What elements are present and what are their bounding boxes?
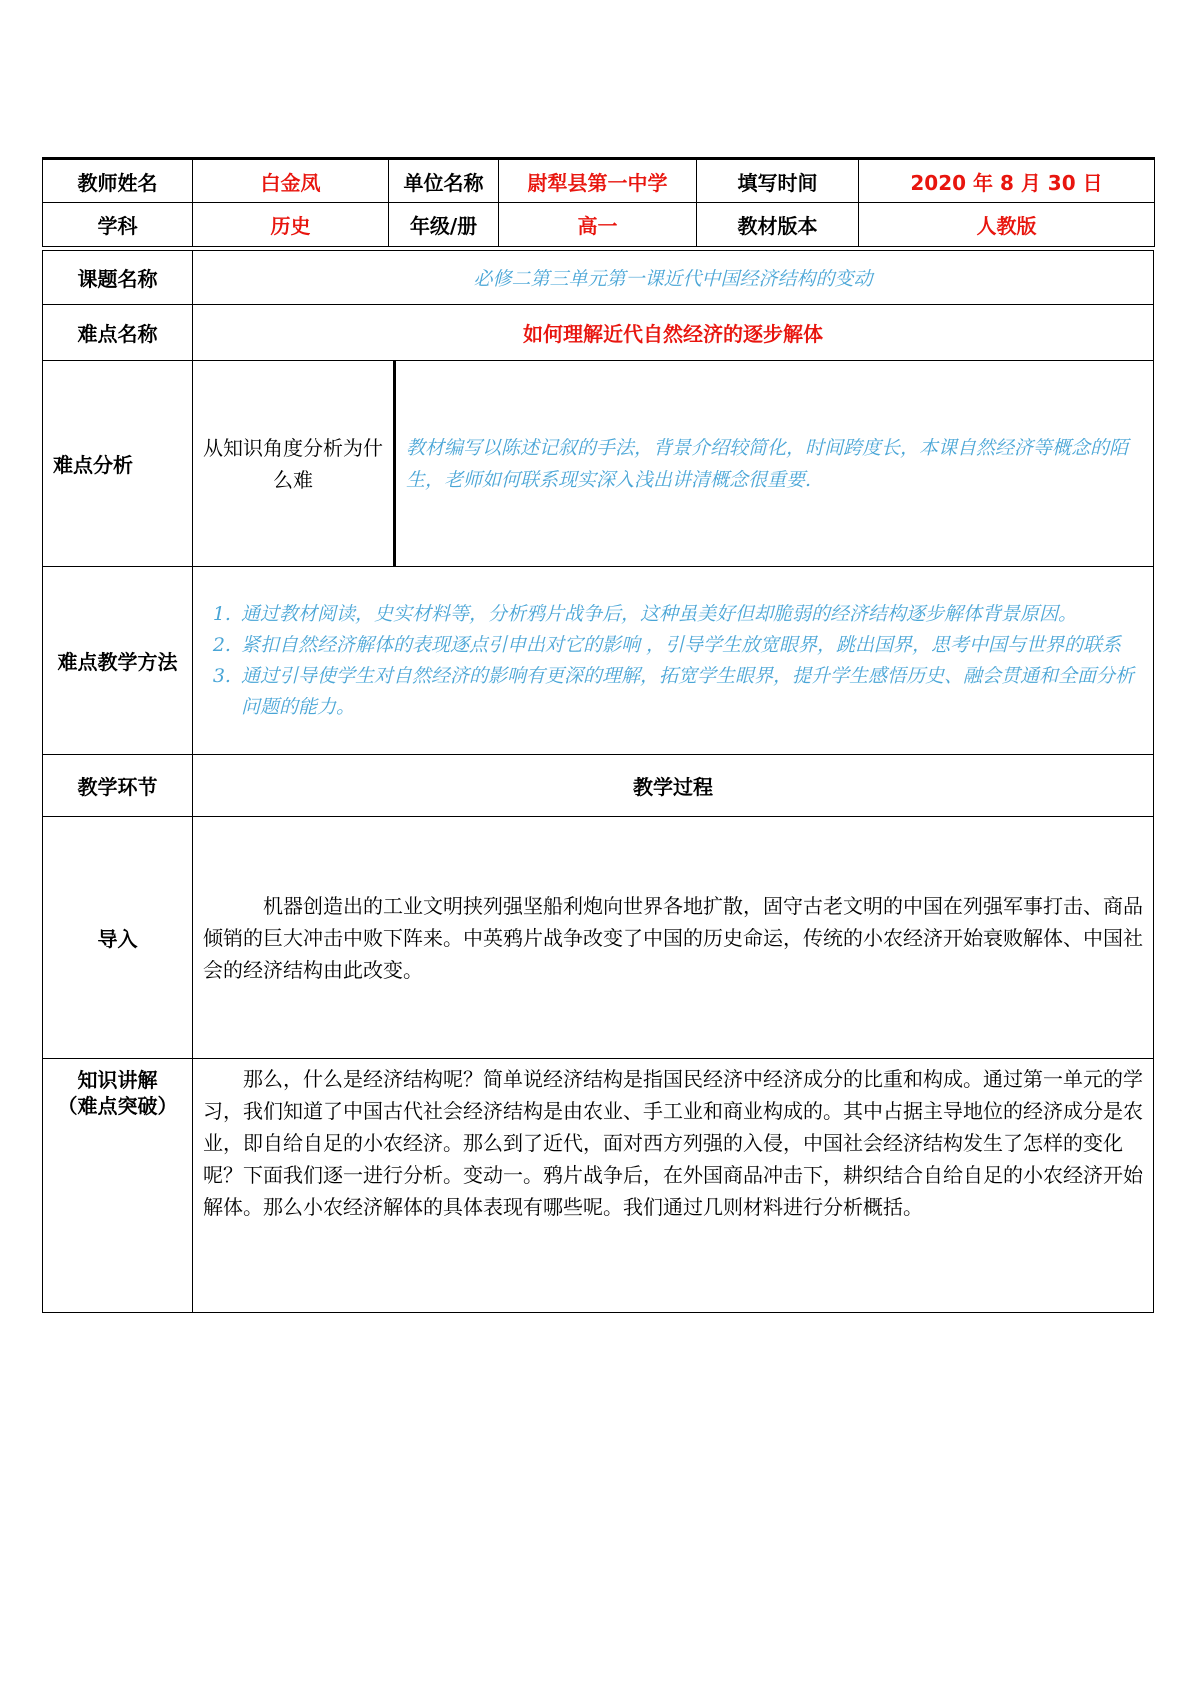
date-value: 2020 年 8 月 30 日 (859, 159, 1155, 203)
difficulty-label: 难点名称 (43, 305, 193, 361)
grade-label: 年级/册 (389, 203, 499, 247)
methods-cell (193, 567, 1154, 755)
unit-value: 尉犁县第一中学 (499, 159, 697, 203)
intro-text: 机器创造出的工业文明挟列强坚船利炮向世界各地扩散，固守古老文明的中国在列强军事打击、商品倾销的巨大冲击中败下阵来。中英鸦片战争改变了中国的历史命运，传统的小农经济开始衰败解体、中国社会的经济结构由此改变。 (203, 893, 1143, 982)
edition-label: 教材版本 (697, 203, 859, 247)
analysis-label: 难点分析 (43, 361, 193, 567)
teacher-label: 教师姓名 (43, 159, 193, 203)
method-item-3: 3. 通过引导使学生对自然经济的影响有更深的理解，拓宽学生眼界，提升学生感悟历史、融会贯通和全面分析问题的能力。 (237, 661, 1143, 723)
intro-cell (193, 817, 1154, 1059)
grade-value: 高一 (499, 203, 697, 247)
topic-label: 课题名称 (43, 251, 193, 305)
analysis-text: 教材编写以陈述记叙的手法，背景介绍较简化，时间跨度长，本课自然经济等概念的陌生，老师如何联系现实深入浅出讲清概念很重要. (395, 361, 1154, 567)
unit-label: 单位名称 (389, 159, 499, 203)
knowledge-label (43, 1059, 193, 1313)
info-table (42, 157, 1155, 247)
lesson-plan-document (42, 157, 1154, 1313)
knowledge-cell (193, 1059, 1154, 1313)
intro-label: 导入 (43, 817, 193, 1059)
teacher-value: 白金凤 (193, 159, 389, 203)
method-item-1: 1. 通过教材阅读，史实材料等，分析鸦片战争后，这种虽美好但却脆弱的经济结构逐步解体背景原因。 (237, 599, 1143, 630)
stage-label: 教学环节 (43, 755, 193, 817)
method-item-2: 2. 紧扣自然经济解体的表现逐点引申出对它的影响 ，引导学生放宽眼界，跳出国界，思考中国与世界的联系 (237, 630, 1143, 661)
date-label: 填写时间 (697, 159, 859, 203)
knowledge-label-line1: 知识讲解 (77, 1068, 158, 1092)
topic-value: 必修二第三单元第一课近代中国经济结构的变动 (193, 251, 1154, 305)
edition-value: 人教版 (859, 203, 1155, 247)
subject-value: 历史 (193, 203, 389, 247)
lesson-table (42, 250, 1154, 1313)
methods-list (201, 599, 1143, 723)
process-label: 教学过程 (193, 755, 1154, 817)
methods-label: 难点教学方法 (43, 567, 193, 755)
analysis-sub-label: 从知识角度分析为什么难 (193, 361, 395, 567)
subject-label: 学科 (43, 203, 193, 247)
knowledge-text: 那么，什么是经济结构呢？简单说经济结构是指国民经济中经济成分的比重和构成。通过第一单元的学习，我们知道了中国古代社会经济结构是由农业、手工业和商业构成的。其中占据主导地位的经济成分是农业，即自给自足的小农经济。那么到了近代，面对西方列强的入侵，中国社会经济结构发生了怎样的变化呢？下面我们逐一进行分析。变动一。鸦片战争后，在外国商品冲击下，耕织结合自给自足的小农经济开始解体。那么小农经济解体的具体表现有哪些呢。我们通过几则材料进行分析概括。 (203, 1067, 1143, 1219)
knowledge-label-line2: （难点突破） (57, 1094, 178, 1118)
difficulty-value: 如何理解近代自然经济的逐步解体 (193, 305, 1154, 361)
